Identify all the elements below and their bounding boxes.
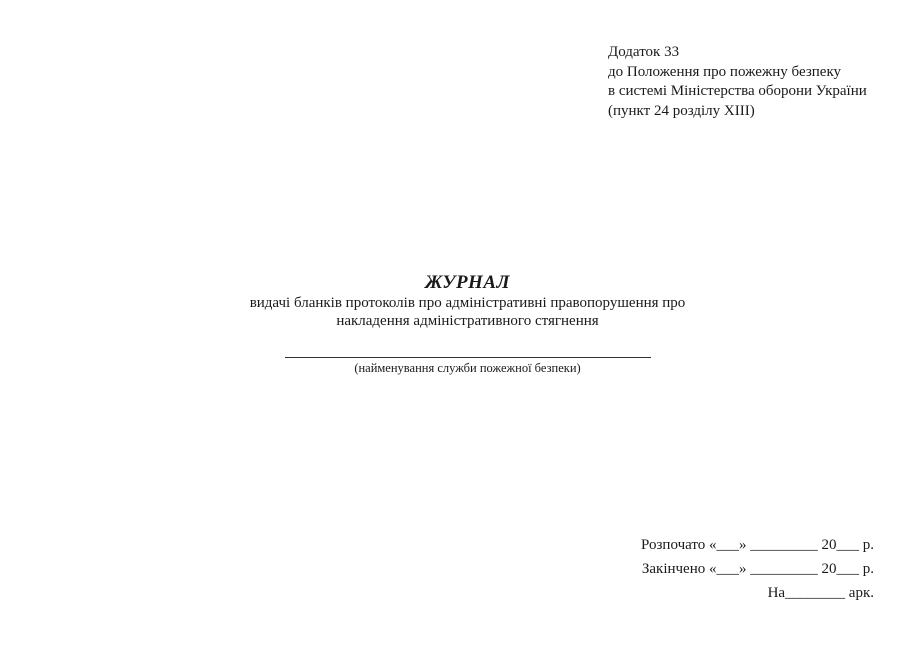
- sheets-count-line: На________ арк.: [767, 585, 874, 601]
- journal-title: ЖУРНАЛ: [424, 272, 511, 293]
- service-name-caption: (найменування служби пожежної безпеки): [354, 361, 581, 375]
- journal-subtitle-line-2: накладення адміністративного стягнення: [336, 313, 599, 329]
- appendix-line-4: (пункт 24 розділу XIII): [608, 102, 755, 119]
- appendix-line-1: Додаток 33: [608, 44, 680, 60]
- appendix-line-2: до Положення про пожежну безпеку: [608, 63, 842, 80]
- started-date-line: Розпочато «___» _________ 20___ р.: [641, 537, 874, 553]
- journal-subtitle-line-1: видачі бланків протоколів про адміністративні правопорушення про: [249, 295, 686, 311]
- journal-dates-block: [641, 533, 874, 605]
- service-name-fill-line: [285, 357, 651, 358]
- appendix-line-3: в системі Міністерства оборони України: [608, 83, 867, 99]
- journal-title-block: [0, 272, 920, 330]
- finished-date-line: Закінчено «___» _________ 20___ р.: [641, 561, 874, 577]
- appendix-reference: [608, 43, 867, 121]
